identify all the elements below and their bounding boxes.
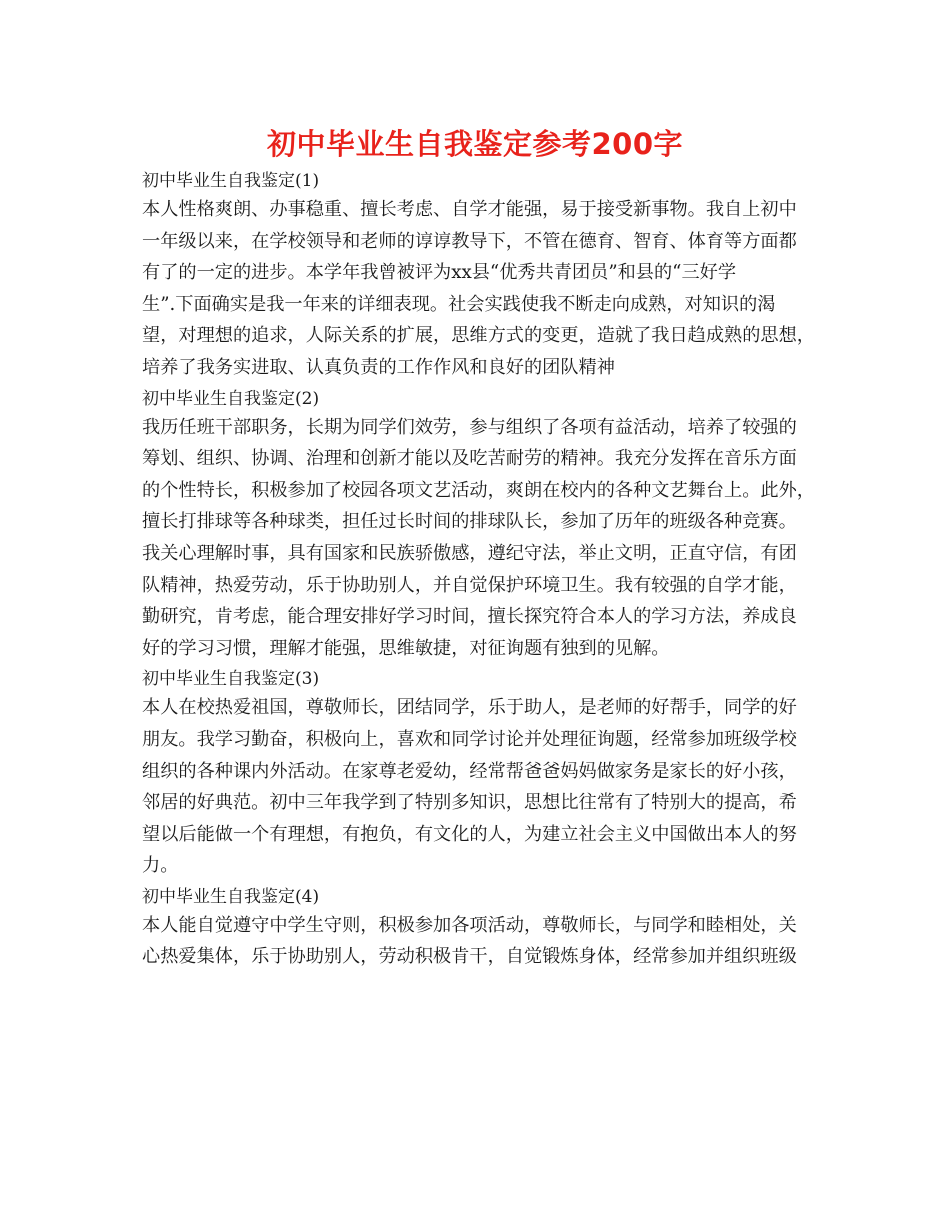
section-1	[142, 168, 824, 384]
section-4	[142, 884, 824, 973]
paragraph-line: 本人能自觉遵守中学生守则，积极参加各项活动，尊敬师长，与同学和睦相处，关	[142, 914, 797, 936]
paragraph-line: 有了的一定的进步。本学年我曾被评为xx县“优秀共青团员”和县的“三好学	[142, 262, 737, 284]
paragraph-line: 本人在校热爱祖国，尊敬师长，团结同学，乐于助人，是老师的好帮手，同学的好	[142, 697, 797, 719]
section-3	[142, 666, 824, 882]
section-heading: 初中毕业生自我鉴定(1)	[142, 171, 320, 191]
paragraph-line: 邻居的好典范。初中三年我学到了特别多知识，思想比往常有了特别大的提高，希	[142, 792, 797, 814]
paragraph-line: 生”.下面确实是我一年来的详细表现。社会实践使我不断走向成熟，对知识的渴	[142, 293, 776, 315]
paragraph-line: 队精神，热爱劳动，乐于协助别人，并自觉保护环境卫生。我有较强的自学才能，	[142, 574, 797, 596]
paragraph-line: 我关心理解时事，具有国家和民族骄傲感，遵纪守法，举止文明，正直守信，有团	[142, 542, 797, 564]
paragraph-line: 擅长打排球等各种球类，担任过长时间的排球队长，参加了历年的班级各种竞赛。	[142, 511, 797, 533]
paragraph-line: 朋友。我学习勤奋，积极向上，喜欢和同学讨论并处理征询题，经常参加班级学校	[142, 728, 797, 750]
paragraph-line: 我历任班干部职务，长期为同学们效劳，参与组织了各项有益活动，培养了较强的	[142, 416, 797, 438]
section-2	[142, 386, 824, 665]
section-heading: 初中毕业生自我鉴定(4)	[142, 886, 320, 907]
document-title: 初中毕业生自我鉴定参考200字	[266, 127, 684, 161]
paragraph-line: 好的学习习惯，理解才能强，思维敏捷，对征询题有独到的见解。	[142, 637, 670, 659]
paragraph-line: 一年级以来，在学校领导和老师的谆谆教导下，不管在德育、智育、体育等方面都	[142, 230, 797, 252]
paragraph-line: 勤研究，肯考虑，能合理安排好学习时间，擅长探究符合本人的学习方法，养成良	[142, 606, 797, 628]
paragraph-line: 本人性格爽朗、办事稳重、擅长考虑、自学才能强，易于接受新事物。我自上初中	[142, 199, 797, 220]
paragraph-line: 力。	[142, 855, 179, 877]
paragraph-line: 的个性特长，积极参加了校园各项文艺活动，爽朗在校内的各种文艺舞台上。此外，	[142, 479, 815, 501]
paragraph-line: 望，对理想的追求，人际关系的扩展，思维方式的变更，造就了我日趋成熟的思想，	[142, 325, 815, 347]
paragraph-line: 望以后能做一个有理想，有抱负，有文化的人，为建立社会主义中国做出本人的努	[142, 823, 797, 845]
paragraph-line: 组织的各种课内外活动。在家尊老爱幼，经常帮爸爸妈妈做家务是家长的好小孩，	[142, 760, 797, 782]
paragraph-line: 筹划、组织、协调、治理和创新才能以及吃苦耐劳的精神。我充分发挥在音乐方面	[142, 448, 797, 470]
document-body	[142, 166, 824, 973]
section-heading: 初中毕业生自我鉴定(2)	[142, 388, 320, 409]
paragraph-line: 心热爱集体，乐于协助别人，劳动积极肯干，自觉锻炼身体，经常参加并组织班级	[142, 946, 797, 968]
section-heading: 初中毕业生自我鉴定(3)	[142, 669, 320, 690]
paragraph-line: 培养了我务实进取、认真负责的工作作风和良好的团队精神	[142, 356, 615, 378]
